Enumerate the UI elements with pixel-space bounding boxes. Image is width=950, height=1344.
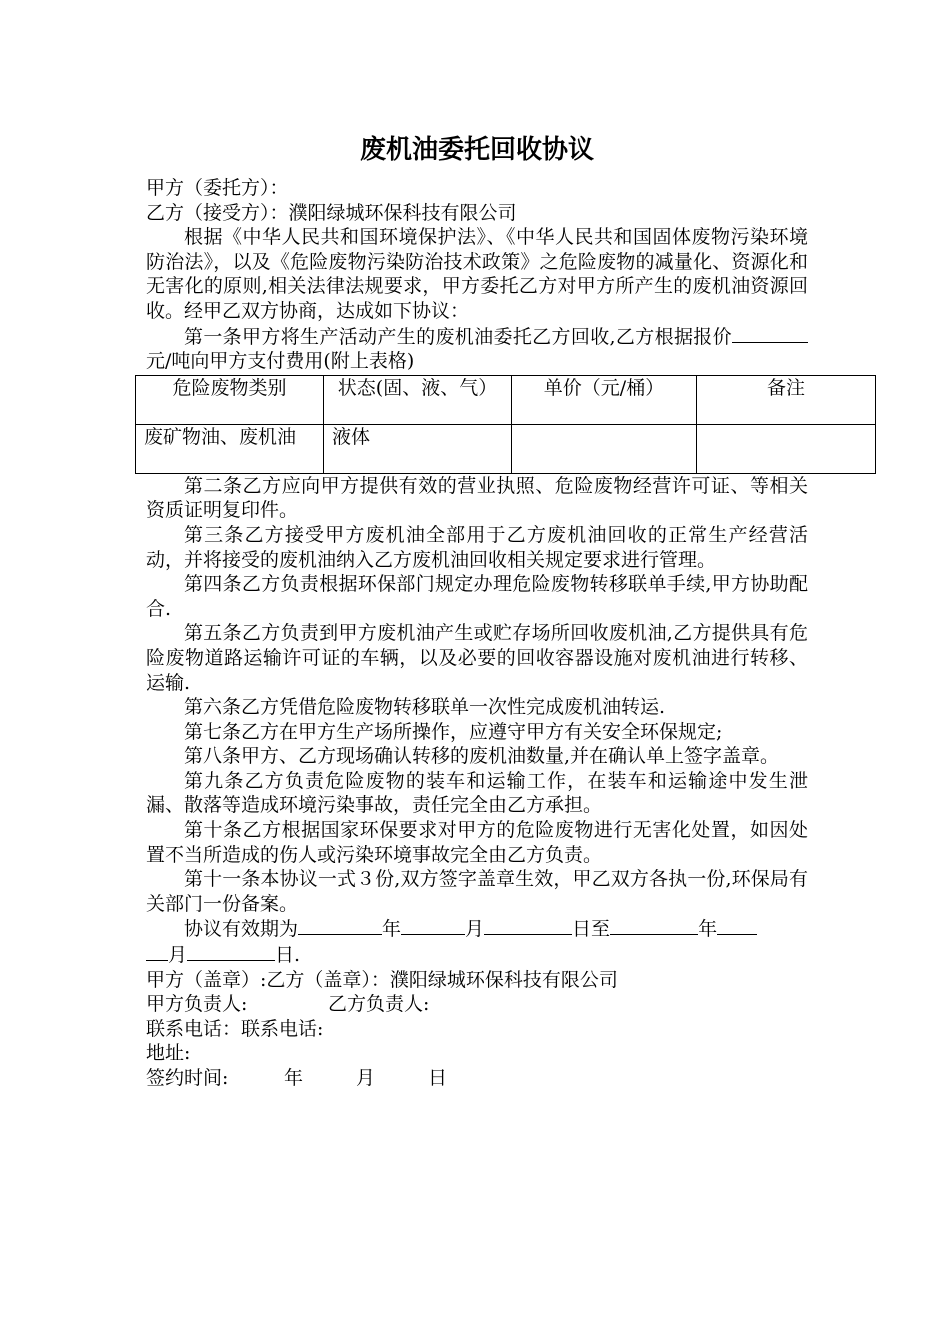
article-4: 第四条乙方负责根据环保部门规定办理危险废物转移联单手续,甲方协助配合. [146,573,808,620]
article-9: 第九条乙方负责危险废物的装车和运输工作，在装车和运输途中发生泄漏、散落等造成环境污染事故，责任完全由乙方承担。 [146,769,808,817]
validity-prefix: 协议有效期为 [184,918,299,941]
table-cell: 废矿物油、废机油 [136,424,324,473]
price-blank [732,324,808,343]
end-month-blank-b [146,942,168,961]
end-day-blank [187,942,275,961]
article-2: 第二条乙方应向甲方提供有效的营业执照、危险废物经营许可证、等相关资质证明复印件。 [146,474,808,522]
validity-month2-label: 月 [168,944,188,967]
validity-year2-label: 年 [698,918,718,941]
table-header-cell: 危险废物类别 [136,375,324,424]
table-cell: 液体 [324,424,512,473]
table-header-cell: 状态(固、液、气） [324,375,512,424]
table-header-row [136,375,876,424]
responsible-person-line [146,992,808,1017]
table-cell [697,424,876,473]
article-10: 第十条乙方根据国家环保要求对甲方的危险废物进行无害化处置，如因处置不当所造成的伤人或污染环境事故完全由乙方负责。 [146,819,808,866]
waste-table [135,375,876,474]
end-year-blank [610,916,698,935]
signature-block [146,968,808,1091]
seal-line: 甲方（盖章）:乙方（盖章）：濮阳绿城环保科技有限公司 [146,968,618,991]
party-a-person-label: 甲方负责人: [146,993,248,1016]
article-6: 第六条乙方凭借危险废物转移联单一次性完成废机油转运. [184,696,666,719]
table-row [136,424,876,473]
start-day-blank [484,916,572,935]
table-cell [512,424,697,473]
article-1-text-b: 元/吨向甲方支付费用(附上表格) [146,350,415,373]
validity-month-label: 月 [465,918,485,941]
end-month-blank-a [717,916,757,935]
article-1-text-a: 第一条甲方将生产活动产生的废机油委托乙方回收,乙方根据报价 [184,325,732,348]
article-3: 第三条乙方接受甲方废机油全部用于乙方废机油回收的正常生产经营活动，并将接受的废机油纳入乙方废机油回收相关规定要求进行管理。 [146,523,808,571]
article-1 [146,324,808,374]
validity-day-to-label: 日至 [572,918,611,941]
article-7: 第七条乙方在甲方生产场所操作，应遵守甲方有关安全环保规定; [184,720,723,743]
sign-time-label: 签约时间: [146,1067,229,1089]
start-month-blank [401,916,465,935]
document-title: 废机油委托回收协议 [359,135,594,165]
article-8: 第八条甲方、乙方现场确认转移的废机油数量,并在确认单上签字盖章。 [184,745,780,768]
validity-line [146,916,808,967]
sign-month-label: 月 [356,1067,376,1089]
preamble-paragraph: 根据《中华人民共和国环境保护法》、《中华人民共和国固体废物污染环境防治法》，以及《危险废物污染防治技术政策》之危险废物的减量化、资源化和无害化的原则,相关法律法规要求，甲方委托乙方对甲方所产生的废机油资源回收。经甲乙双方协商，达成如下协议： [146,226,808,322]
sign-day-label: 日 [428,1067,448,1089]
validity-year-label: 年 [382,918,402,941]
article-5: 第五条乙方负责到甲方废机油产生或贮存场所回收废机油,乙方提供具有危险废物道路运输许可证的车辆，以及必要的回收容器设施对废机油进行转移、运输. [146,622,808,694]
address-line: 地址: [146,1042,191,1065]
validity-end-label: 日. [275,944,301,967]
table-header-cell: 备注 [697,375,876,424]
sign-year-label: 年 [284,1067,304,1089]
sign-time-line [146,1066,808,1091]
start-year-blank [298,916,382,935]
phone-line: 联系电话：联系电话: [146,1017,324,1040]
article-11: 第十一条本协议一式３份,双方签字盖章生效，甲乙双方各执一份,环保局有关部门一份备案。 [146,868,808,915]
document-page [146,130,808,1091]
party-a-line: 甲方（委托方）： [146,177,289,199]
party-b-line: 乙方（接受方）：濮阳绿城环保科技有限公司 [146,201,517,224]
party-b-person-label: 乙方负责人: [328,993,430,1016]
table-header-cell: 单价（元/桶） [512,375,697,424]
